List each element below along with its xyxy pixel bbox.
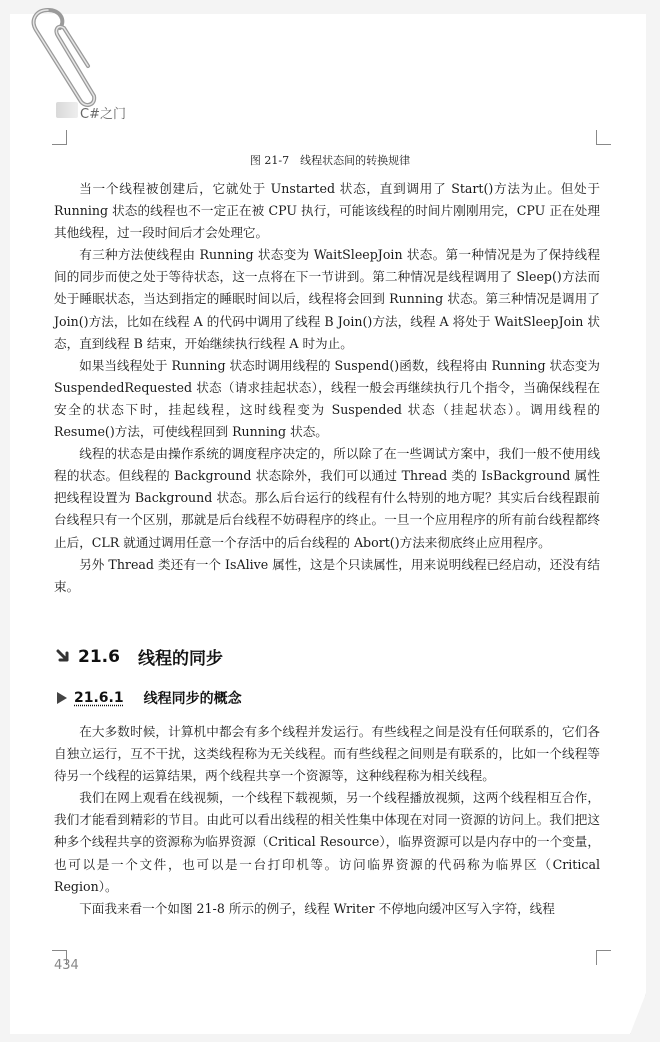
crop-mark-top-left: [52, 130, 67, 145]
crop-mark-bottom-right: [596, 950, 611, 965]
subsection-number: 21.6.1: [74, 690, 124, 706]
paragraph: 在大多数时候，计算机中都会有多个线程并发运行。有些线程之间是没有任何联系的，它们各自独立运行，互不干扰，这类线程称为无关线程。而有些线程之间则是有联系的，比如一个线程等待另一个线程的运算结果，两个线程共享一个资源等，这种线程称为相关线程。: [54, 724, 600, 784]
section-title: 线程的同步: [137, 649, 223, 669]
header-logo-icon: [56, 102, 78, 118]
arrow-down-right-icon: [56, 649, 72, 665]
paragraph: 线程的状态是由操作系统的调度程序决定的，所以除了在一些调试方案中，我们一般不使用线程的状态。但线程的 Background 状态除外，我们可以通过 Thread 类的 IsBackground 属性把线程设置为 Background 状态。那么后台运行的线程有什么特别的地方呢？其实后台线程跟前台线程只有一个区别，那就是后台线程不妨碍程序的终止。一旦一个应用程序的所有前台线程都终止后，CLR 就通过调用任意一个存活中的后台线程的 Abort()方法来彻底终止应用程序。: [54, 446, 600, 550]
paperclip-icon: [18, 2, 108, 112]
body-text-upper: [54, 178, 600, 598]
crop-mark-top-right: [596, 130, 611, 145]
paragraph: 另外 Thread 类还有一个 IsAlive 属性，这是个只读属性，用来说明线程已经启动，还没有结束。: [54, 556, 600, 594]
body-text-lower: [54, 721, 600, 920]
page-number: 434: [54, 958, 79, 973]
paragraph: 如果当线程处于 Running 状态时调用线程的 Suspend()函数，线程将由 Running 状态变为 SuspendedRequested 状态（请求挂起状态），线程一般会再继续执行几个指令，当确保线程在安全的状态下时，挂起线程，这时线程变为 Suspended 状态（挂起状态）。调用线程的 Resume()方法，可使线程回到 Running 状态。: [54, 357, 600, 440]
running-header: C#之门: [80, 107, 126, 122]
paragraph: 当一个线程被创建后，它就处于 Unstarted 状态，直到调用了 Start()方法为止。但处于 Running 状态的线程也不一定正在被 CPU 执行，可能该线程的时间片刚刚用完，CPU 正在处理其他线程，过一段时间后才会处理它。: [54, 181, 600, 241]
triangle-right-icon: [56, 691, 68, 705]
subsection-title: 线程同步的概念: [143, 691, 242, 707]
figure-caption: 图 21-7 线程状态间的转换规律: [249, 154, 411, 167]
section-heading: [56, 644, 223, 669]
paragraph: 我们在网上观看在线视频，一个线程下载视频，另一个线程播放视频，这两个线程相互合作，我们才能看到精彩的节目。由此可以看出线程的相关性集中体现在对同一资源的访问上。我们把这种多个线程共享的资源称为临界资源（Critical Resource），临界资源可以是内存中的一个变量，也可以是一个文件，也可以是一台打印机等。访问临界资源的代码称为临界区（Critical Region）。: [54, 790, 600, 894]
paragraph: 有三种方法使线程由 Running 状态变为 WaitSleepJoin 状态。第一种情况是为了保持线程间的同步而使之处于等待状态，这一点将在下一节讲到。第二种情况是线程调用了 Sleep()方法而处于睡眠状态，当达到指定的睡眠时间以后，线程将会回到 Running 状态。第三种情况是调用了 Join()方法，比如在线程 A 的代码中调用了线程 B Join()方法，线程 A 将处于 WaitSleepJoin 状态，直到线程 B 结束，开始继续执行线程 A 时为止。: [54, 247, 600, 351]
paragraph: 下面我来看一个如图 21-8 所示的例子，线程 Writer 不停地向缓冲区写入字符，线程: [79, 900, 555, 916]
section-number: 21.6: [78, 646, 120, 667]
subsection-heading: [56, 688, 242, 708]
